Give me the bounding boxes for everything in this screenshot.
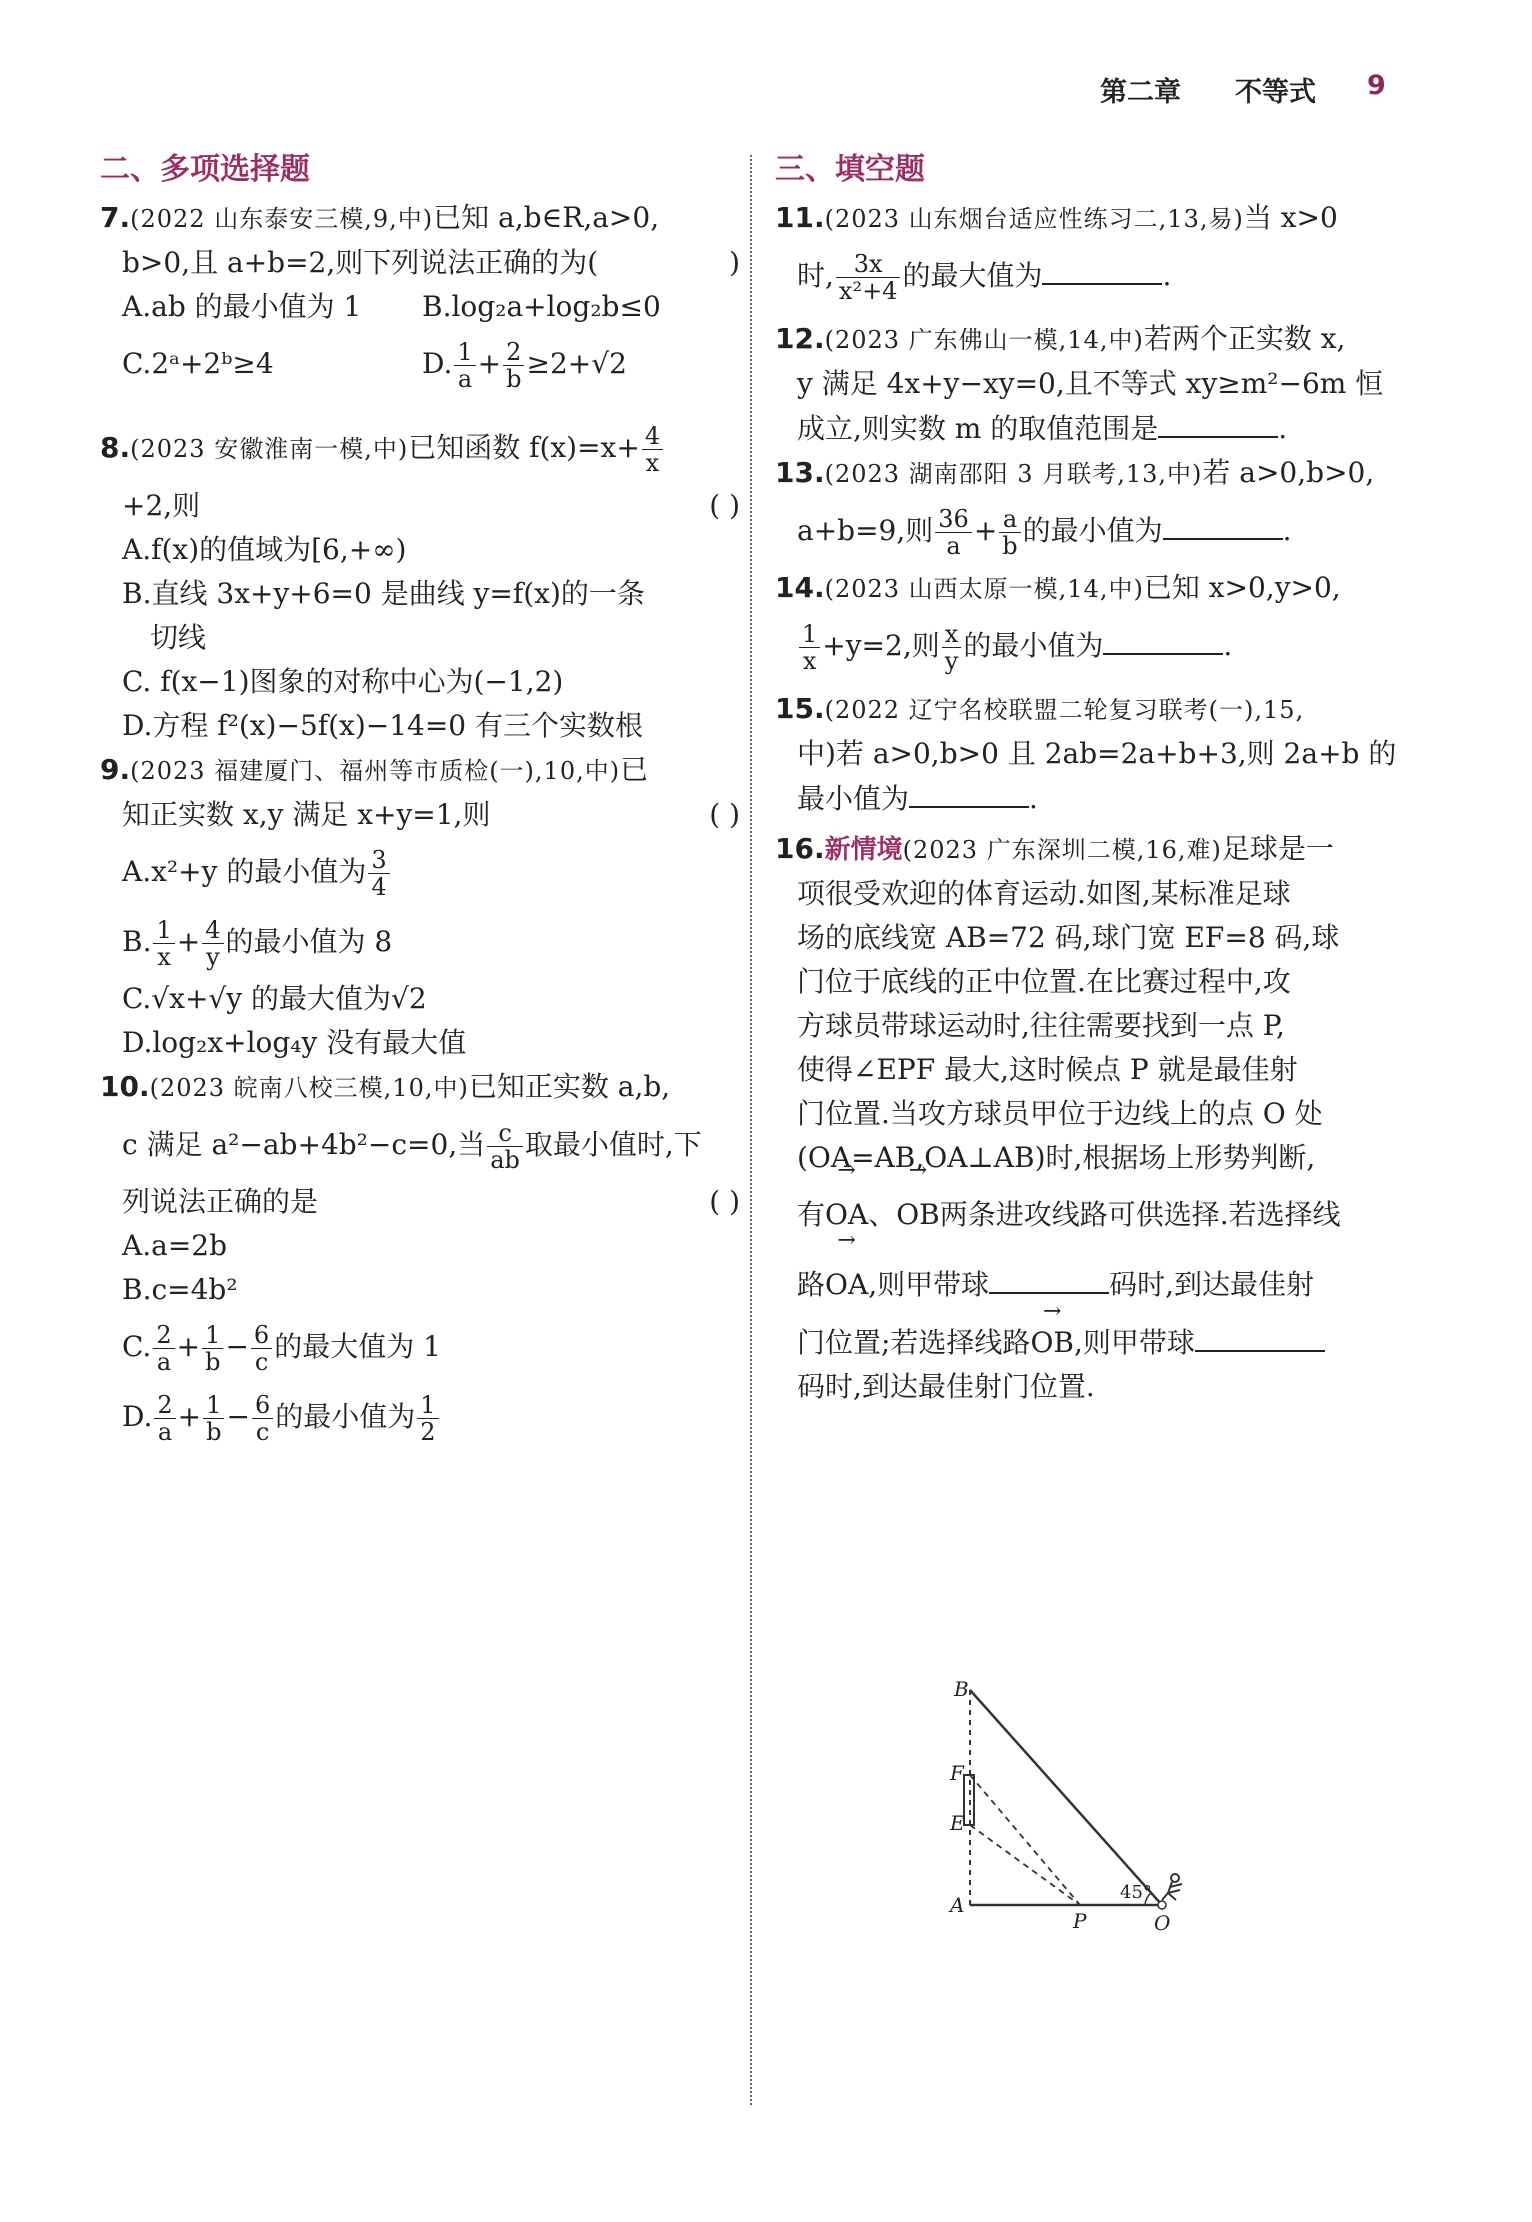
- question-text: y 满足 4x+y−xy=0,且不等式 xy≥m²−6m 恒: [797, 367, 1384, 400]
- answer-blank-2[interactable]: [1195, 1320, 1325, 1352]
- answer-blank[interactable]: [909, 776, 1029, 808]
- answer-blank[interactable]: [1163, 508, 1283, 540]
- question-source: (2022 辽宁名校联盟二轮复习联考(一),15,: [824, 696, 1305, 724]
- answer-paren: ( ): [709, 1185, 740, 1218]
- question-number: 13.: [775, 456, 825, 489]
- player-icon: [1162, 1874, 1182, 1900]
- question-number: 10.: [100, 1070, 150, 1103]
- question-13: [775, 451, 1430, 566]
- question-text: 最小值为 .: [775, 776, 1430, 821]
- label-A: A: [950, 1893, 965, 1917]
- question-10: [100, 1065, 750, 1452]
- question-text: 路→ OA,则甲带球 码时,到达最佳射: [775, 1250, 1430, 1320]
- line-BO: [970, 1690, 1162, 1905]
- question-text: 若两个正实数 x,: [1143, 322, 1346, 355]
- answer-paren: ): [729, 246, 740, 279]
- question-text: (OA=AB,OA⊥AB)时,根据场上形势判断,: [797, 1141, 1316, 1174]
- angle-label: 45°: [1120, 1882, 1152, 1903]
- question-text: 方球员带球运动时,往往需要找到一点 P,: [797, 1009, 1285, 1042]
- question-text: 成立,则实数 m 的取值范围是 .: [775, 406, 1430, 451]
- question-text: 已知正实数 a,b,: [468, 1070, 671, 1103]
- question-15: [775, 687, 1430, 821]
- chapter-title: 第二章: [1100, 77, 1181, 108]
- option-c: C. f(x−1)图象的对称中心为(−1,2): [122, 665, 564, 698]
- question-text: 当 x>0: [1243, 201, 1338, 234]
- question-text: 码时,到达最佳射门位置.: [797, 1370, 1095, 1403]
- page-header: [1080, 70, 1420, 110]
- question-8: [100, 413, 750, 748]
- label-O: O: [1154, 1911, 1171, 1935]
- question-14: [775, 566, 1430, 681]
- question-text: 门位于底线的正中位置.在比赛过程中,攻: [797, 965, 1291, 998]
- option-a: A.ab 的最小值为 1: [122, 290, 362, 323]
- option-a: A.f(x)的值域为[6,+∞): [122, 533, 407, 566]
- question-text: c 满足 a²−ab+4b²−c=0,当 $\frac{c}{ab}$ 取最小值时,下: [122, 1119, 702, 1174]
- question-text: 场的底线宽 AB=72 码,球门宽 EF=8 码,球: [797, 921, 1340, 954]
- fraction: $\frac{4}{x}$: [642, 423, 663, 476]
- answer-paren: ( ): [709, 489, 740, 522]
- answer-paren: ( ): [709, 798, 740, 831]
- question-text: 中)若 a>0,b>0 且 2ab=2a+b+3,则 2a+b 的: [797, 737, 1397, 770]
- question-text: 若 a>0,b>0,: [1202, 456, 1375, 489]
- option-a: A.a=2b: [122, 1229, 228, 1262]
- option-a: A.x²+y 的最小值为 $\frac{3}{4}$: [100, 837, 750, 907]
- new-context-tag: 新情境: [824, 835, 903, 865]
- answer-blank-1[interactable]: [989, 1262, 1109, 1294]
- option-b: B.log₂a+log₂b≤0: [422, 290, 661, 323]
- question-16: [775, 827, 1430, 1409]
- label-E: E: [950, 1811, 965, 1835]
- label-B: B: [954, 1680, 969, 1701]
- question-text: 门位置;若选择线路→ OB,则甲带球: [775, 1320, 1430, 1365]
- question-number: 15.: [775, 692, 825, 725]
- column-divider: [750, 155, 752, 2105]
- right-column: [775, 150, 1430, 1409]
- option-b: B. $\frac{1}{x}$ + $\frac{4}{y}$ 的最小值为 8: [122, 916, 393, 971]
- question-number: 8.: [100, 431, 131, 464]
- question-text: 有→ OA、→ OB两条进攻线路可供选择.若选择线: [775, 1180, 1430, 1250]
- question-source: (2023 皖南八校三模,10,中): [149, 1074, 469, 1102]
- question-text: 已知 a,b∈R,a>0,: [433, 201, 660, 234]
- answer-blank[interactable]: [1158, 406, 1278, 438]
- option-b-cont: 切线: [150, 621, 207, 654]
- question-12: [775, 317, 1430, 451]
- question-number: 9.: [100, 753, 131, 786]
- question-text: 使得∠EPF 最大,这时候点 P 就是最佳射: [797, 1053, 1298, 1086]
- answer-blank[interactable]: [1042, 253, 1162, 285]
- option-b: B.直线 3x+y+6=0 是曲线 y=f(x)的一条: [122, 577, 645, 610]
- question-text: 列说法正确的是: [122, 1185, 319, 1218]
- soccer-field-figure: [940, 1680, 1240, 1940]
- question-9: [100, 748, 750, 1065]
- chapter-subject: 不等式: [1235, 77, 1316, 108]
- question-number: 11.: [775, 201, 825, 234]
- line-EP: [970, 1825, 1080, 1905]
- question-source: (2023 广东佛山一模,14,中): [824, 326, 1144, 354]
- question-number: 7.: [100, 201, 131, 234]
- section-title-multiple-choice: 二、多项选择题: [100, 152, 310, 187]
- question-text: 门位置.当攻方球员甲位于边线上的点 O 处: [797, 1097, 1323, 1130]
- option-b: B.c=4b²: [122, 1273, 238, 1306]
- label-P: P: [1073, 1909, 1087, 1933]
- label-F: F: [950, 1761, 964, 1785]
- question-source: (2023 福建厦门、福州等市质检(一),10,中): [130, 757, 621, 785]
- option-c: C.2ᵃ+2ᵇ≥4: [122, 347, 274, 380]
- question-text: 已: [620, 753, 649, 786]
- answer-blank[interactable]: [1103, 623, 1223, 655]
- page-number: 9: [1367, 70, 1386, 101]
- question-text: $\frac{1}{x}$ +y=2,则 $\frac{x}{y}$ 的最小值为 .: [775, 611, 1430, 681]
- question-11: [775, 196, 1430, 311]
- question-text: 项很受欢迎的体育运动.如图,某标准足球: [797, 877, 1291, 910]
- question-text: b>0,且 a+b=2,则下列说法正确的为(: [122, 246, 599, 279]
- question-text: +2,则: [122, 489, 201, 522]
- question-text: 时, $\frac{3x}{\text{x²+4}}$ 的最大值为 .: [797, 250, 1172, 305]
- option-d: D. $\frac{2}{a}$ + $\frac{1}{b}$ − $\frac{6}{c}$ 的最小值为 $\frac{1}{2}$: [100, 1382, 750, 1452]
- question-text: 知正实数 x,y 满足 x+y=1,则: [122, 798, 491, 831]
- question-7: [100, 196, 750, 399]
- question-source: (2023 湖南邵阳 3 月联考,13,中): [824, 460, 1203, 488]
- question-source: (2023 山西太原一模,14,中): [824, 575, 1144, 603]
- question-number: 14.: [775, 571, 825, 604]
- question-text: 已知 x>0,y>0,: [1143, 571, 1341, 604]
- option-d: D.log₂x+log₄y 没有最大值: [122, 1026, 467, 1059]
- option-c: C. $\frac{2}{a}$ + $\frac{1}{b}$ − $\frac{6}{c}$ 的最大值为 1: [122, 1321, 441, 1376]
- question-source: (2023 安徽淮南一模,中): [130, 435, 409, 463]
- option-d: D.方程 f²(x)−5f(x)−14=0 有三个实数根: [122, 709, 644, 742]
- section-title-fill-in: 三、填空题: [775, 152, 925, 187]
- ball-icon: [1158, 1901, 1166, 1909]
- question-number: 16.: [775, 832, 825, 865]
- question-number: 12.: [775, 322, 825, 355]
- option-c: C.√x+√y 的最大值为√2: [122, 982, 427, 1015]
- question-text: 已知函数 f(x)=x+: [408, 431, 640, 464]
- option-d: D. $\frac{1}{a}$ + $\frac{2}{b}$ ≥2+√2: [422, 338, 627, 393]
- question-text: a+b=9,则 $\frac{36}{a}$ + $\frac{a}{b}$ 的最小值为 .: [797, 505, 1292, 560]
- question-source: (2023 山东烟台适应性练习二,13,易): [824, 205, 1244, 233]
- left-column: [100, 150, 750, 1452]
- question-text: 足球是一: [1221, 832, 1334, 865]
- question-source: (2023 广东深圳二模,16,难): [902, 836, 1222, 864]
- question-source: (2022 山东泰安三模,9,中): [130, 205, 434, 233]
